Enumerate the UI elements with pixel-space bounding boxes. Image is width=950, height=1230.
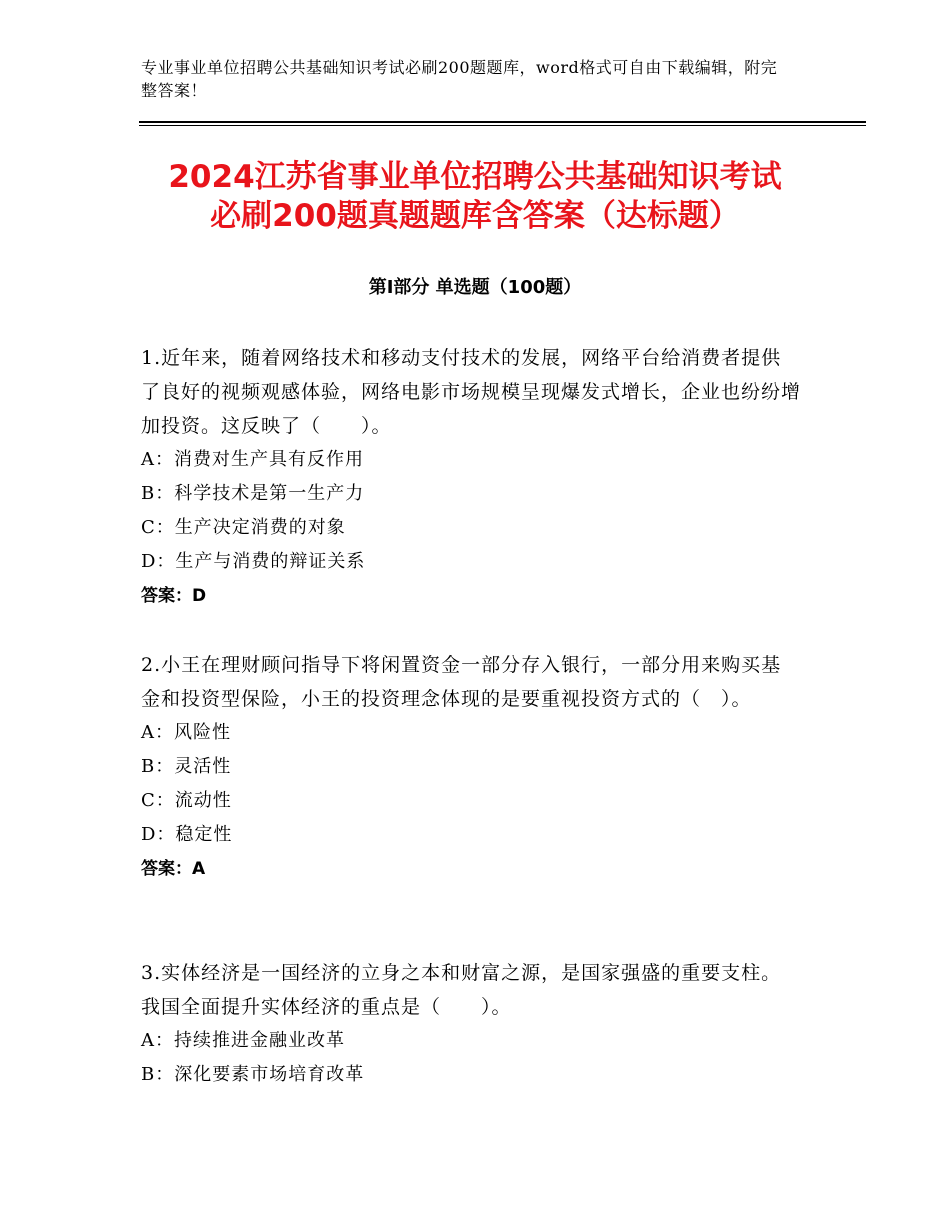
option-d: D：稳定性 (141, 824, 233, 845)
page-title-line-1: 2024江苏省事业单位招聘公共基础知识考试 (168, 159, 782, 195)
question-stem: 2.小王在理财顾问指导下将闲置资金一部分存入银行，一部分用来购买基金和投资型保险，小王的投资理念体现的是要重视投资方式的（ ）。 (141, 654, 782, 710)
option-b: B：灵活性 (141, 756, 232, 777)
header-rule-thin (139, 125, 866, 126)
answer: 答案：A (141, 859, 206, 879)
option-c: C：生产决定消费的对象 (141, 517, 346, 538)
page-title (100, 158, 850, 236)
option-d: D：生产与消费的辩证关系 (141, 551, 366, 572)
answer: 答案：D (141, 586, 207, 606)
option-a: A：风险性 (141, 722, 231, 743)
question-1 (141, 341, 801, 613)
option-a: A：消费对生产具有反作用 (141, 449, 364, 470)
option-b: B：深化要素市场培育改革 (141, 1064, 365, 1085)
header-rule-thick (139, 121, 866, 123)
section-heading: 第Ⅰ部分 单选题（100题） (368, 277, 582, 298)
question-2 (141, 648, 801, 886)
page-title-line-2: 必刷200题真题题库含答案（达标题） (210, 198, 740, 234)
question-stem: 3.实体经济是一国经济的立身之本和财富之源，是国家强盛的重要支柱。我国全面提升实体经济的重点是（ ）。 (141, 962, 782, 1018)
option-c: C：流动性 (141, 790, 232, 811)
header-note: 专业事业单位招聘公共基础知识考试必刷200题题库，word格式可自由下载编辑，附完整答案！ (141, 58, 778, 100)
option-b: B：科学技术是第一生产力 (141, 483, 365, 504)
question-stem: 1.近年来，随着网络技术和移动支付技术的发展，网络平台给消费者提供了良好的视频观感体验，网络电影市场规模呈现爆发式增长，企业也纷纷增加投资。这反映了（ ）。 (141, 347, 802, 437)
question-3 (141, 956, 801, 1092)
option-a: A：持续推进金融业改革 (141, 1030, 345, 1051)
